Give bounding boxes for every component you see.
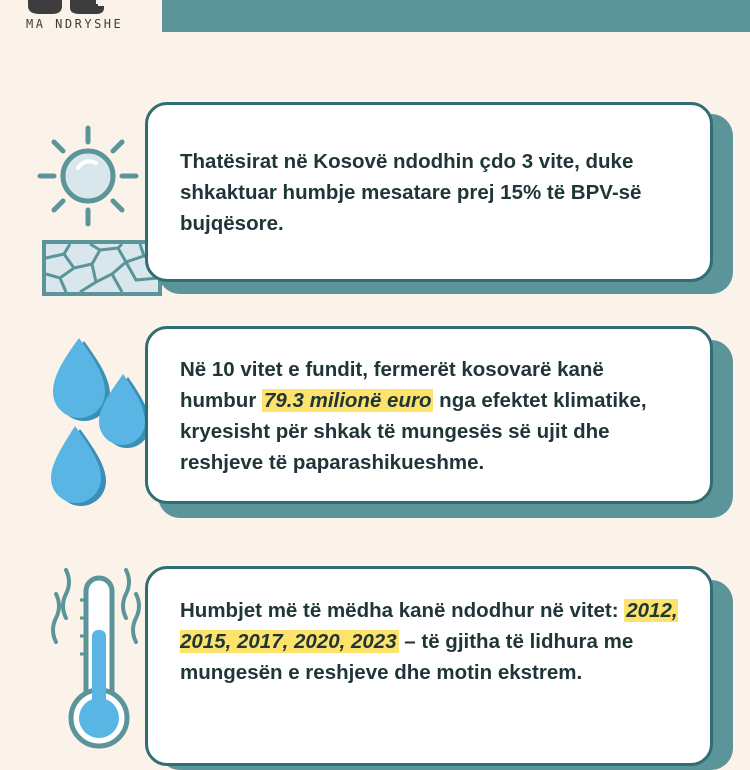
top-banner (162, 0, 750, 32)
thermometer-icon (42, 560, 152, 750)
logo-subtitle: MA NDRYSHE (26, 17, 124, 31)
losses-fact-card (145, 326, 713, 504)
drought-fact-text: Thatësirat në Kosovë ndodhin çdo 3 vite, duke shkaktuar humbje mesatare prej 15% të BPV-së bujqësore. (180, 150, 642, 235)
years-fact-text: Humbjet më të mëdha kanë ndodhur në vitet: 2012, 2015, 2017, 2020, 2023 – të gjitha të lidhura me mungesën e reshjeve dhe motin ekstrem. (180, 599, 678, 684)
losses-fact-text: Në 10 vitet e fundit, fermerët kosovarë kanë humbur 79.3 milionë euro nga efektet klimatike, kryesisht për shkak të mungesës së ujit dhe reshjeve të paparashikueshme. (180, 358, 647, 474)
water-drops-icon (45, 338, 155, 508)
drought-fact-card (145, 102, 713, 282)
years-fact-card (145, 566, 713, 766)
logo (0, 0, 162, 40)
losses-highlight: 79.3 milionë euro (264, 389, 432, 412)
years-highlight: 2012, 2015, 2017, 2020, 2023 (180, 599, 678, 653)
